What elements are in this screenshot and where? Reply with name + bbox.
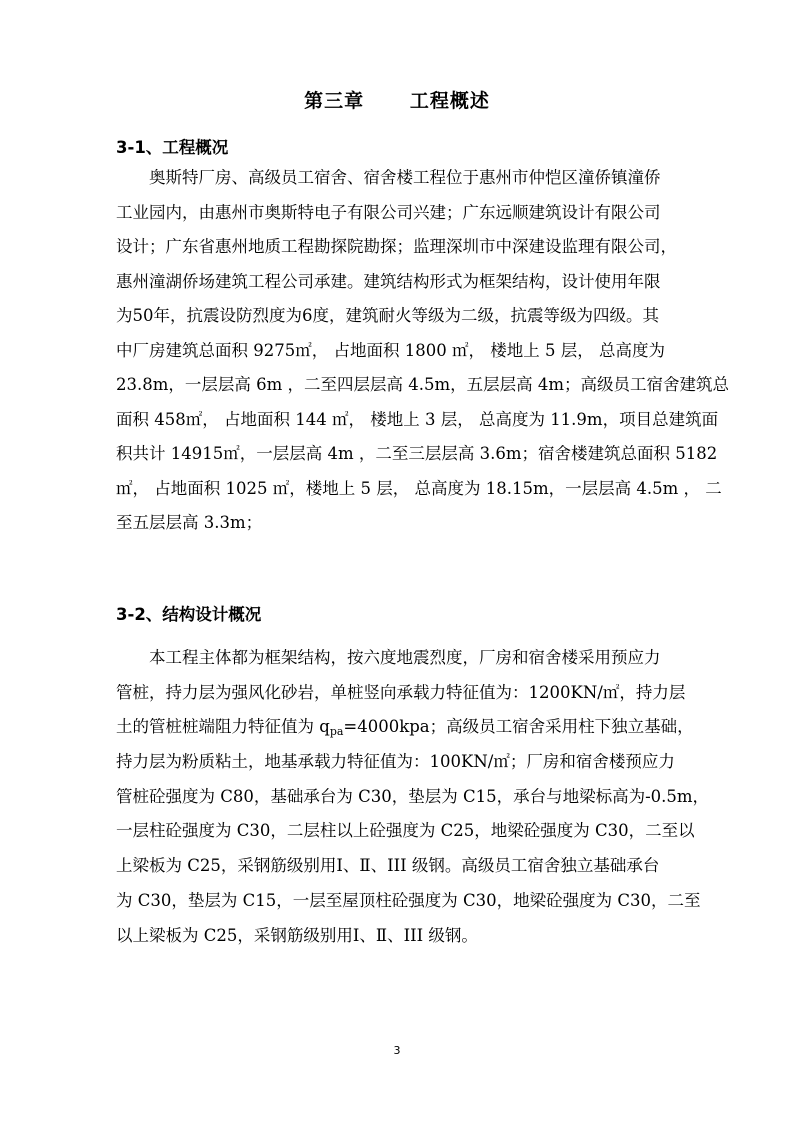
text-line: 积共计 14915㎡，一层层高 4m ，二至三层层高 3.6m；宿舍楼建筑总面积 5182 xyxy=(116,444,718,463)
page-number: 3 xyxy=(393,1044,401,1057)
paragraph-structural-design xyxy=(116,641,740,953)
text-line: 管桩砼强度为 C80，基础承台为 C30，垫层为 C15，承台与地梁标高为-0.5m， xyxy=(116,786,710,806)
text-line: 以上梁板为 C25，采钢筋级别用Ⅰ、Ⅱ、III 级钢。 xyxy=(116,925,478,945)
text-line: 管桩，持力层为强风化砂岩，单桩竖向承载力特征值为：1200KN/㎡，持力层 xyxy=(116,682,686,702)
chapter-title: 第三章 工程概述 xyxy=(304,90,490,112)
text-line: 工业园内，由惠州市奥斯特电子有限公司兴建；广东远顺建筑设计有限公司 xyxy=(116,202,661,222)
text-line: 设计；广东省惠州地质工程勘探院勘探；监理深圳市中深建设监理有限公司， xyxy=(116,237,677,256)
text-line: ㎡， 占地面积 1025 ㎡，楼地上 5 层， 总高度为 18.15m，一层层高 4.5m ， 二 xyxy=(116,478,722,498)
subscript-text: pa xyxy=(329,725,344,739)
section-heading-overview: 3-1、工程概况 xyxy=(116,138,229,157)
text-line: 至五层层高 3.3m； xyxy=(116,513,263,532)
text-line: 23.8m，一层层高 6m ，二至四层层高 4.5m，五层层高 4m；高级员工宿舍建筑总 xyxy=(116,375,730,394)
text-line: 为50年，抗震设防烈度为6度，建筑耐火等级为二级，抗震等级为四级。其 xyxy=(116,306,659,325)
paragraph-project-overview xyxy=(116,161,740,541)
text-line: 面积 458㎡， 占地面积 144 ㎡， 楼地上 3 层， 总高度为 11.9m，项目总建筑面 xyxy=(116,409,719,429)
section-heading-structure: 3-2、结构设计概况 xyxy=(116,605,262,624)
text-line: 惠州潼湖侨场建筑工程公司承建。建筑结构形式为框架结构，设计使用年限 xyxy=(116,271,661,291)
text-line-with-subscript xyxy=(116,710,740,745)
text-line: 奥斯特厂房、高级员工宿舍、宿舍楼工程位于惠州市仲恺区潼侨镇潼侨 xyxy=(149,168,661,187)
text-line: 为 C30，垫层为 C15，一层至屋顶柱砼强度为 C30，地梁砼强度为 C30，二至 xyxy=(116,890,701,910)
text-line: 持力层为粉质粘土，地基承载力特征值为：100KN/㎡；厂房和宿舍楼预应力 xyxy=(116,752,675,772)
text-line: 本工程主体都为框架结构，按六度地震烈度，厂房和宿舍楼采用预应力 xyxy=(149,648,661,667)
text-line: 中厂房建筑总面积 9275㎡， 占地面积 1800 ㎡， 楼地上 5 层， 总高度为 xyxy=(116,340,665,360)
text-fragment: =4000kpa；高级员工宿舍采用柱下独立基础， xyxy=(343,717,694,737)
text-line: 上梁板为 C25，采钢筋级别用Ⅰ、Ⅱ、III 级钢。高级员工宿舍独立基础承台 xyxy=(116,856,660,876)
text-line: 一层柱砼强度为 C30，二层柱以上砼强度为 C25，地梁砼强度为 C30，二至以 xyxy=(116,821,695,841)
text-fragment: 土的管桩桩端阻力特征值为 q xyxy=(116,717,330,737)
